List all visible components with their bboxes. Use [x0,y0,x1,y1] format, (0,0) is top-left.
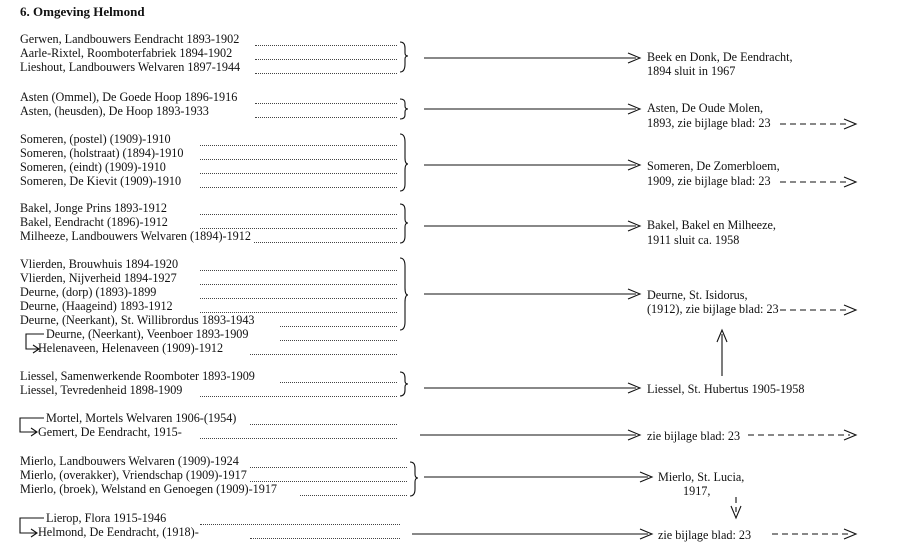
target-entry: Liessel, St. Hubertus 1905-1958 [647,382,805,396]
source-entry: Asten (Ommel), De Goede Hoop 1896-1916 [20,90,238,104]
target-entry: (1912), zie bijlage blad: 23 [647,302,779,316]
source-entry: Mierlo, Landbouwers Welvaren (1909)-1924 [20,454,239,468]
target-entry: Mierlo, St. Lucia, [658,470,745,484]
source-entry: Someren, De Kievit (1909)-1910 [20,174,182,188]
brace [400,258,408,330]
source-entry: Someren, (postel) (1909)-1910 [20,132,171,146]
target-entry: 1893, zie bijlage blad: 23 [647,116,771,130]
source-entry: Deurne, (Neerkant), St. Willibrordus 1893-1943 [20,313,255,327]
source-entry: Helmond, De Eendracht, (1918)- [38,525,199,539]
target-entry: zie bijlage blad: 23 [647,429,741,443]
source-entry: Milheeze, Landbouwers Welvaren (1894)-1912 [20,229,251,243]
brace [400,372,408,396]
source-entry: Mierlo, (broek), Welstand en Genoegen (1909)-1917 [20,482,278,496]
source-entry: Lierop, Flora 1915-1946 [46,511,167,525]
source-entry: Liessel, Samenwerkende Roomboter 1893-1909 [20,369,255,383]
source-entry: Bakel, Eendracht (1896)-1912 [20,215,168,229]
source-entry: Someren, (eindt) (1909)-1910 [20,160,166,174]
source-entry: Lieshout, Landbouwers Welvaren 1897-1944 [20,60,241,74]
source-entry: Vlierden, Brouwhuis 1894-1920 [20,257,179,271]
target-entry: Bakel, Bakel en Milheeze, [647,218,776,232]
target-entry: 1917, [683,484,711,498]
source-entry: Mortel, Mortels Welvaren 1906-(1954) [46,411,237,425]
source-entry: Gemert, De Eendracht, 1915- [38,425,182,439]
source-entry: Deurne, (dorp) (1893)-1899 [20,285,157,299]
source-entry: Someren, (holstraat) (1894)-1910 [20,146,184,160]
source-entry: Deurne, (Haageind) 1893-1912 [20,299,173,313]
target-entry: 1909, zie bijlage blad: 23 [647,174,771,188]
target-entry: zie bijlage blad: 23 [658,528,752,542]
source-entry: Aarle-Rixtel, Roomboterfabriek 1894-1902 [20,46,233,60]
bracket-line [20,518,44,533]
brace [410,462,418,496]
source-entry: Asten, (heusden), De Hoop 1893-1933 [20,104,209,118]
source-entry: Vlierden, Nijverheid 1894-1927 [20,271,177,285]
bracket-line [20,418,44,432]
source-entry: Bakel, Jonge Prins 1893-1912 [20,201,167,215]
brace [400,42,408,72]
target-entry: 1911 sluit ca. 1958 [647,233,740,247]
brace [400,99,408,119]
target-entry: Someren, De Zomerbloem, [647,159,780,173]
target-entry: Deurne, St. Isidorus, [647,288,748,302]
brace [400,134,408,191]
target-entry: 1894 sluit in 1967 [647,64,736,78]
source-entry: Gerwen, Landbouwers Eendracht 1893-1902 [20,32,240,46]
source-entry: Helenaveen, Helenaveen (1909)-1912 [38,341,224,355]
page-title: 6. Omgeving Helmond [20,4,145,19]
brace [400,204,408,243]
source-entry: Mierlo, (overakker), Vriendschap (1909)-1917 [20,468,247,482]
target-entry: Asten, De Oude Molen, [647,101,764,115]
source-entry: Deurne, (Neerkant), Veenboer 1893-1909 [46,327,249,341]
target-entry: Beek en Donk, De Eendracht, [647,50,793,64]
source-entry: Liessel, Tevredenheid 1898-1909 [20,383,183,397]
